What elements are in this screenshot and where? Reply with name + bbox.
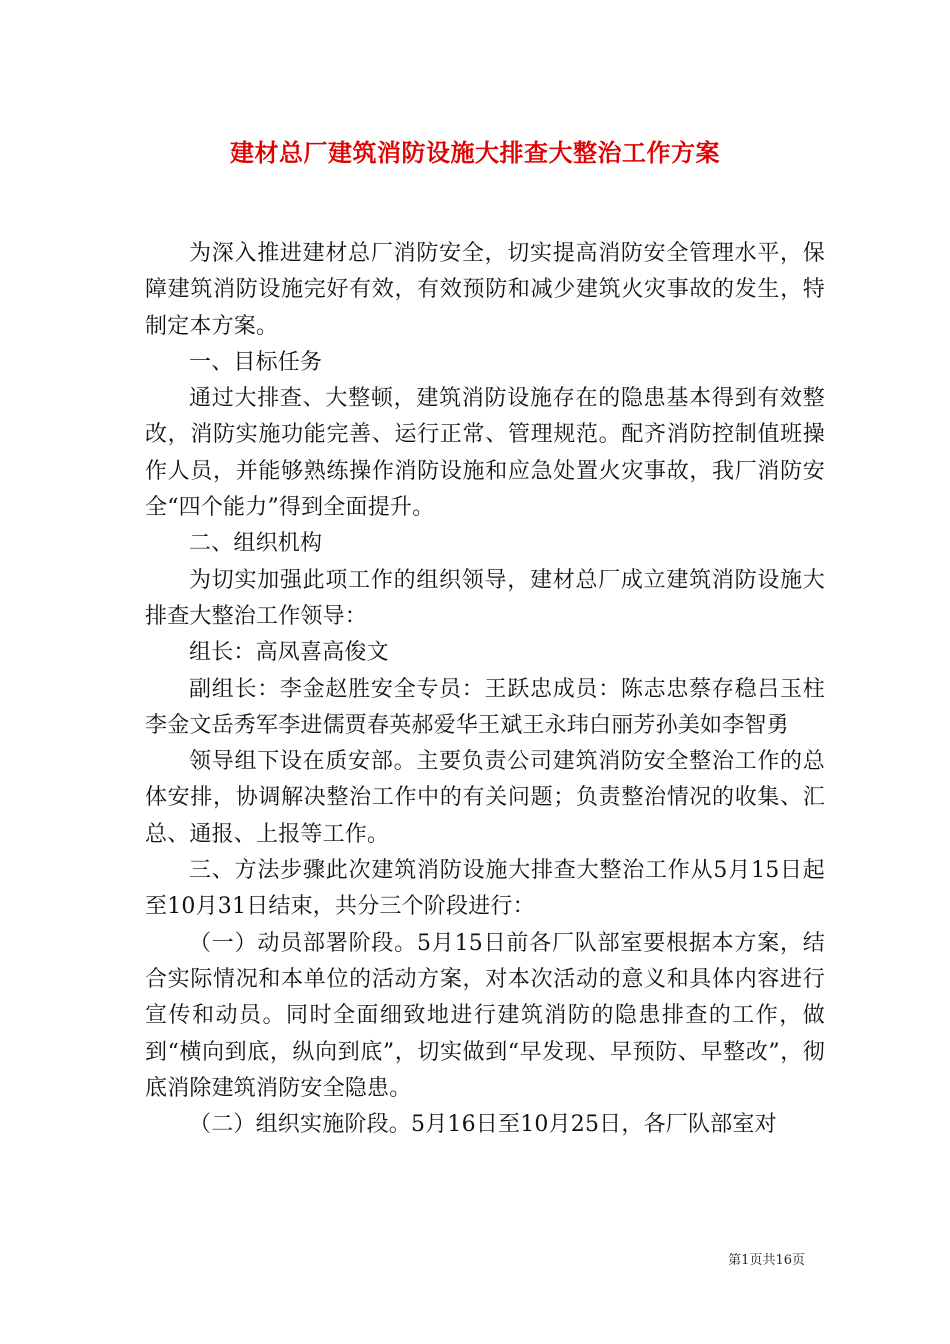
paragraph-intro: 为深入推进建材总厂消防安全，切实提高消防安全管理水平，保障建筑消防设施完好有效，有效预防和减少建筑火灾事故的发生，特制定本方案。	[145, 241, 825, 339]
document-body	[145, 236, 825, 1143]
document-title: 建材总厂建筑消防设施大排查大整治工作方案	[230, 138, 720, 167]
heading-steps: 三、方法步骤此次建筑消防设施大排查大整治工作从5月15日起至10月31日结束，共分三个阶段进行：	[145, 858, 825, 920]
paragraph-team-leader: 组长：高凤喜高俊文	[189, 640, 389, 666]
page-number-footer: 第1页共16页	[728, 1253, 805, 1268]
paragraph-phase-one: （一）动员部署阶段。5月15日前各厂队部室要根据本方案，结合实际情况和本单位的活动方案，对本次活动的意义和具体内容进行宣传和动员。同时全面细致地进行建筑消防的隐患排查的工作，做到“横向到底，纵向到底”，切实做到“早发现、早预防、早整改”，彻底消除建筑消防安全隐患。	[145, 930, 825, 1101]
heading-goals: 一、目标任务	[189, 349, 323, 375]
paragraph-phase-two: （二）组织实施阶段。5月16日至10月25日，各厂队部室对	[189, 1112, 777, 1138]
paragraph-organization: 为切实加强此项工作的组织领导，建材总厂成立建筑消防设施大排查大整治工作领导：	[145, 567, 825, 629]
paragraph-goals: 通过大排查、大整顿，建筑消防设施存在的隐患基本得到有效整改，消防实施功能完善、运行正常、管理规范。配齐消防控制值班操作人员，并能够熟练操作消防设施和应急处置火灾事故，我厂消防安全“四个能力”得到全面提升。	[145, 386, 825, 521]
paragraph-office-duties: 领导组下设在质安部。主要负责公司建筑消防安全整治工作的总体安排，协调解决整治工作中的有关问题；负责整治情况的收集、汇总、通报、上报等工作。	[145, 749, 825, 847]
heading-organization: 二、组织机构	[189, 531, 323, 557]
paragraph-team-members: 副组长：李金赵胜安全专员：王跃忠成员：陈志忠蔡存稳吕玉柱李金文岳秀军李进儒贾春英郝爱华王斌王永玮白丽芳孙美如李智勇	[145, 676, 825, 738]
